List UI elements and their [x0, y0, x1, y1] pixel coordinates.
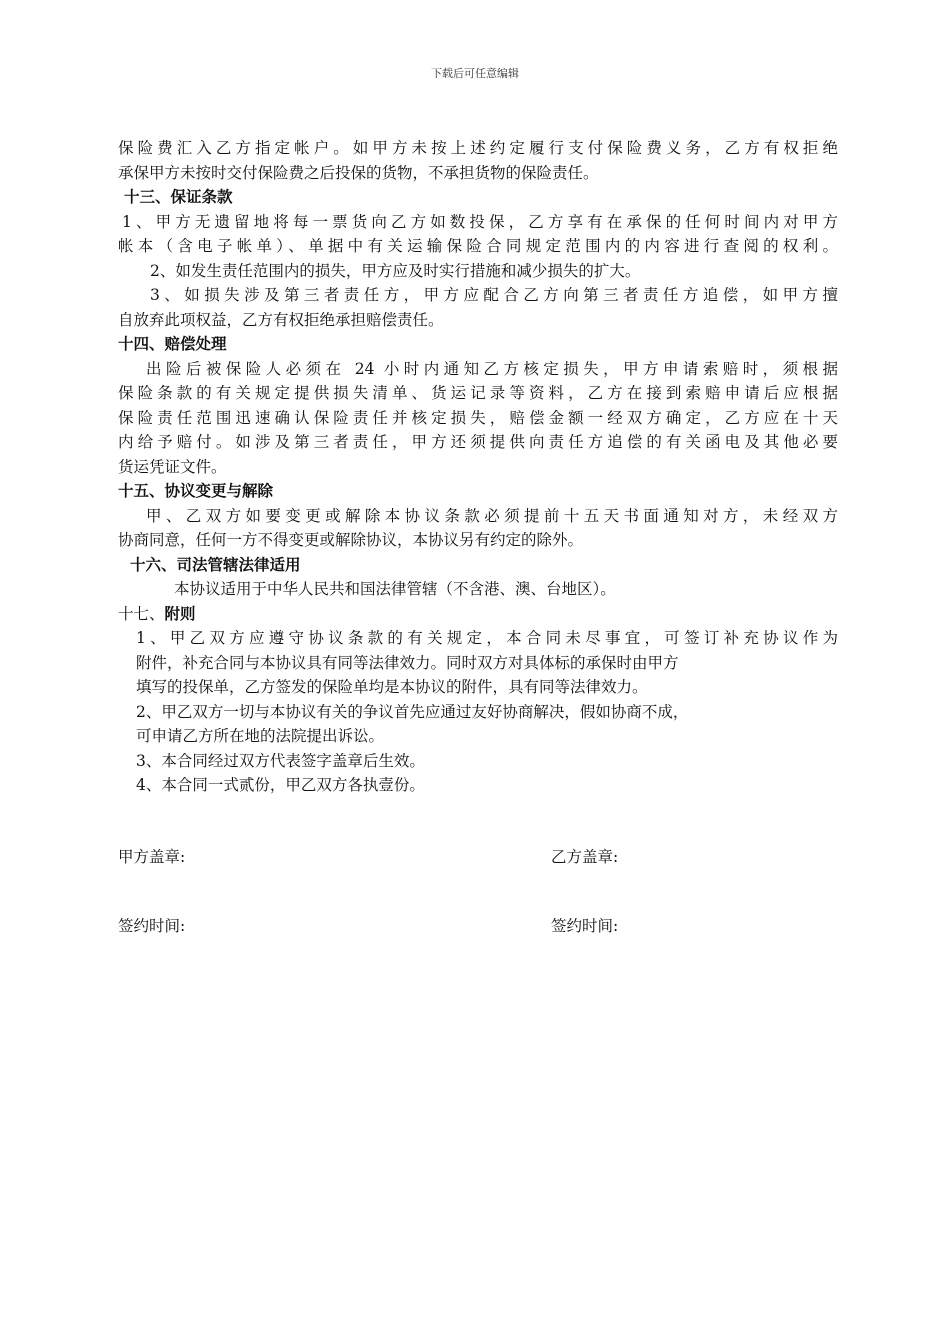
paragraph-line: 1、甲乙双方应遵守协议条款的有关规定，本合同未尽事宜，可签订补充协议作为 [136, 629, 838, 647]
paragraph-line: 3、如损失涉及第三者责任方，甲方应配合乙方向第三者责任方追偿，如甲方擅 [150, 286, 838, 304]
section-heading-17 [118, 602, 838, 627]
paragraph-line: 甲、乙双方如要变更或解除本协议条款必须提前十五天书面通知对方，未经双方 [146, 506, 838, 525]
paragraph-line: 出险后被保险人必须在 24 小时内通知乙方核定损失，甲方申请索赔时，须根据 [146, 359, 838, 378]
paragraph-line: 保险费汇入乙方指定帐户。如甲方未按上述约定履行支付保险费义务，乙方有权拒绝 [118, 139, 838, 157]
paragraph-line: 帐本（含电子帐单）、单据中有关运输保险合同规定范围内的内容进行查阅的权利。 [118, 237, 838, 255]
paragraph-line: 承保甲方未按时交付保险费之后投保的货物，不承担货物的保险责任。 [118, 163, 599, 182]
paragraph-line: 附件，补充合同与本协议具有同等法律效力。同时双方对具体标的承保时由甲方 [136, 653, 679, 672]
paragraph-line: 本协议适用于中华人民共和国法律管辖（不含港、澳、台地区）。 [174, 580, 616, 598]
paragraph-line: 保险条款的有关规定提供损失清单、货运记录等资料，乙方在接到索赔申请后应根据 [118, 384, 838, 402]
section-heading: 十六、司法管辖法律适用 [130, 555, 301, 574]
paragraph-line: 协商同意，任何一方不得变更或解除协议，本协议另有约定的除外。 [118, 531, 584, 549]
paragraph-line: 4、本合同一式贰份，甲乙双方各执壹份。 [136, 776, 425, 794]
section-title: 附则 [164, 604, 196, 623]
paragraph-line: 填写的投保单，乙方签发的保险单均是本协议的附件，具有同等法律效力。 [136, 678, 648, 696]
paragraph-line: 2、甲乙双方一切与本协议有关的争议首先应通过友好协商解决，假如协商不成， [136, 702, 689, 721]
section-heading: 十四、赔偿处理 [118, 335, 227, 353]
section-heading: 十三、保证条款 [124, 188, 233, 206]
paragraph-line: 2、如发生责任范围内的损失，甲方应及时实行措施和减少损失的扩大。 [150, 261, 641, 280]
paragraph-line: 自放弃此项权益，乙方有权拒绝承担赔偿责任。 [118, 310, 444, 329]
party-a-seal-label: 甲方盖章: [118, 848, 186, 866]
paragraph-line: 保险责任范围迅速确认保险责任并核定损失，赔偿金额一经双方确定，乙方应在十天 [118, 408, 838, 427]
paragraph-line: 内给予赔付。如涉及第三者责任，甲方还须提供向责任方追偿的有关函电及其他必要 [118, 433, 838, 451]
party-b-seal-label: 乙方盖章: [551, 848, 619, 866]
paragraph-line: 可申请乙方所在地的法院提出诉讼。 [136, 727, 385, 745]
party-a-date-label: 签约时间: [118, 917, 186, 935]
paragraph-line: 货运凭证文件。 [118, 457, 227, 476]
party-b-date-label: 签约时间: [551, 917, 619, 935]
section-number: 十七、 [118, 604, 165, 623]
document-body [118, 136, 838, 798]
section-heading: 十五、协议变更与解除 [118, 482, 274, 500]
paragraph-line: 3、本合同经过双方代表签字盖章后生效。 [136, 751, 425, 770]
paragraph-line: 1、甲方无遗留地将每一票货向乙方如数投保，乙方享有在承保的任何时间内对甲方 [122, 212, 838, 231]
page-header: 下载后可任意编辑 [431, 67, 519, 80]
